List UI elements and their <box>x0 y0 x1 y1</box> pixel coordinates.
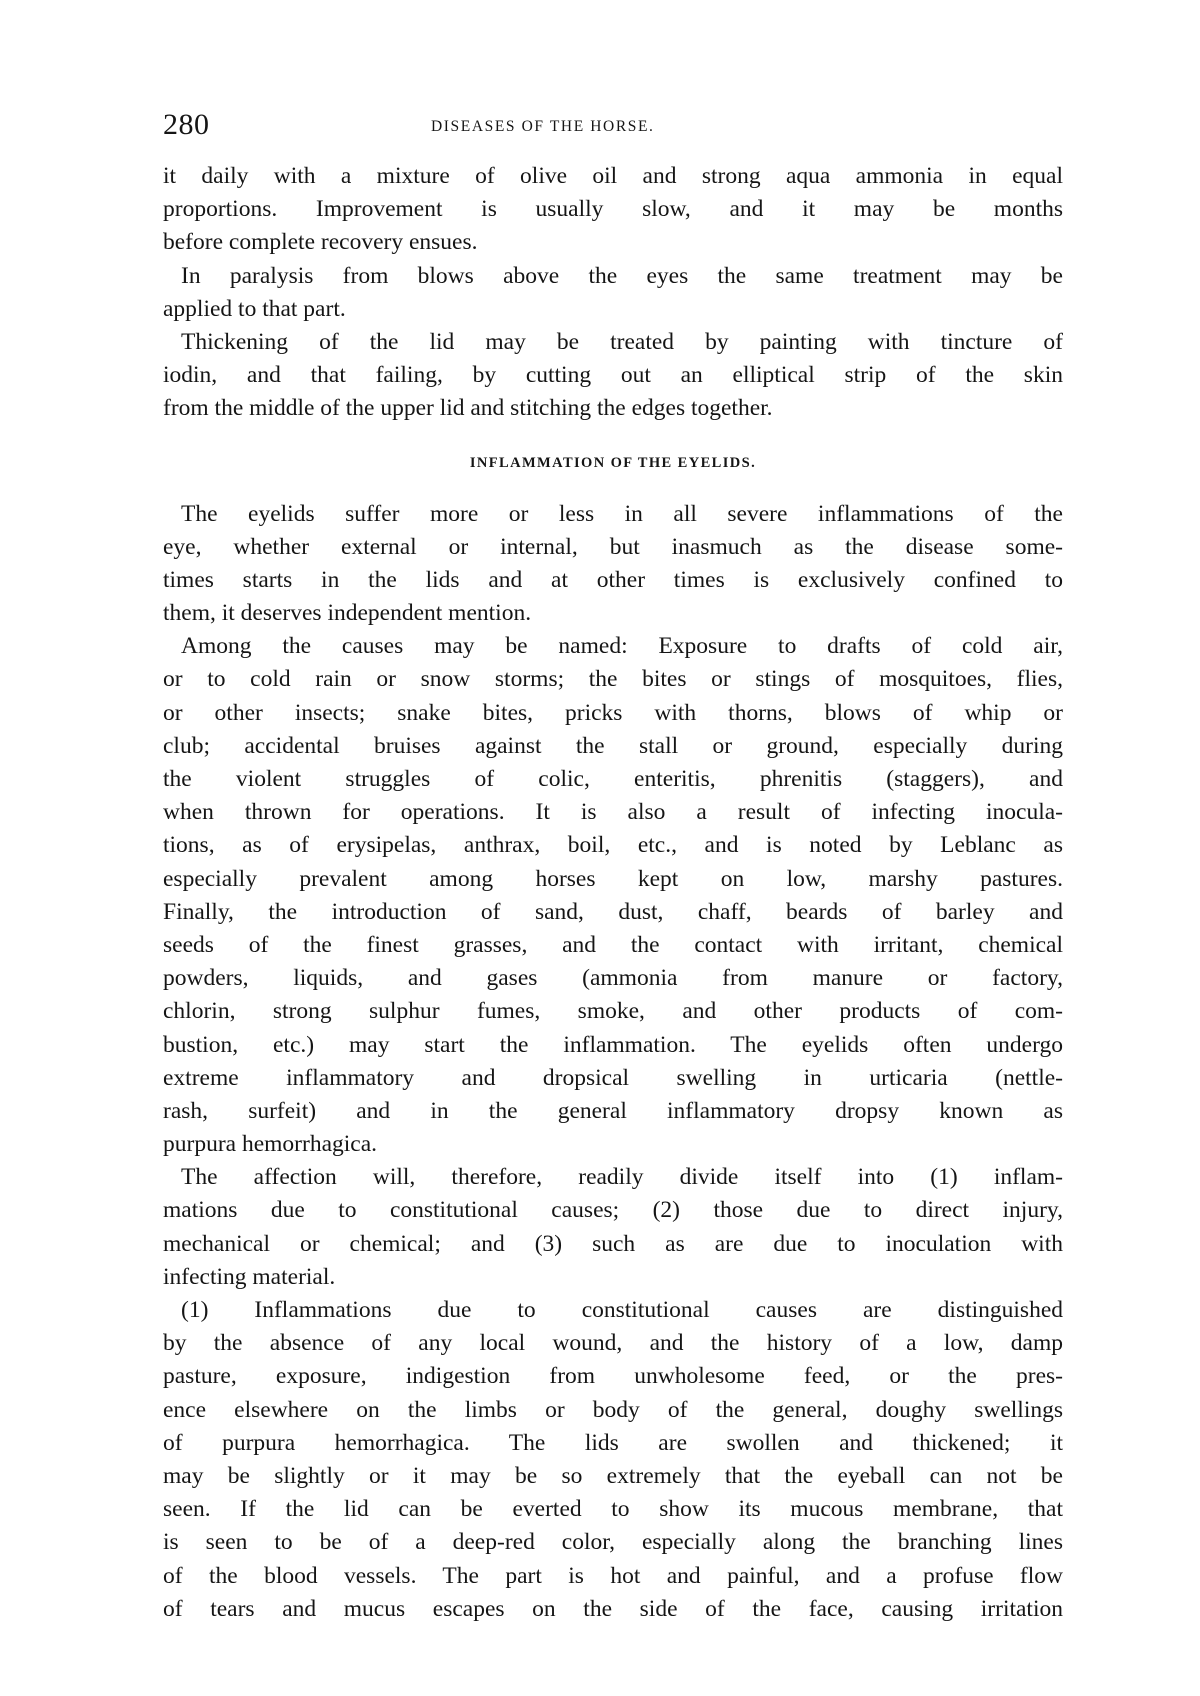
text-line: it daily with a mixture of olive oil and strong aqua ammonia in equal <box>163 163 1063 189</box>
text-line: seeds of the finest grasses, and the contact with irritant, chemical <box>163 931 1063 958</box>
intro-paragraph <box>163 160 1063 260</box>
text-line: The affection will, therefore, readily divide itself into (1) inflam- <box>181 1164 1063 1191</box>
text-line: or to cold rain or snow storms; the bites or stings of mosquitoes, flies, <box>163 666 1063 693</box>
intro-paragraph <box>163 326 1063 426</box>
text-line: eye, whether external or internal, but inasmuch as the disease some- <box>163 533 1063 560</box>
text-line: (1) Inflammations due to constitutional causes are distinguished <box>181 1297 1063 1323</box>
running-title: DISEASES OF THE HORSE. <box>431 118 655 135</box>
text-line: of the blood vessels. The part is hot and painful, and a profuse flow <box>163 1562 1063 1589</box>
text-line: mechanical or chemical; and (3) such as are due to inoculation with <box>163 1230 1063 1257</box>
body-paragraph <box>163 1294 1063 1626</box>
text-line: bustion, etc.) may start the inflammation. The eyelids often undergo <box>163 1031 1063 1058</box>
body-paragraph <box>163 498 1063 631</box>
text-line: before complete recovery ensues. <box>163 229 478 256</box>
text-line: of tears and mucus escapes on the side of the face, causing irritation <box>163 1595 1063 1622</box>
text-line: is seen to be of a deep-red color, especially along the branching lines <box>163 1529 1063 1556</box>
text-line: mations due to constitutional causes; (2) those due to direct injury, <box>163 1197 1063 1224</box>
text-line: of purpura hemorrhagica. The lids are swollen and thickened; it <box>163 1429 1063 1456</box>
text-line: powders, liquids, and gases (ammonia from manure or factory, <box>163 965 1063 992</box>
body-paragraph <box>163 1161 1063 1294</box>
text-line: seen. If the lid can be everted to show its mucous membrane, that <box>163 1496 1063 1523</box>
page-number: 280 <box>163 108 210 141</box>
text-line: Finally, the introduction of sand, dust, chaff, beards of barley and <box>163 898 1063 925</box>
text-line: Among the causes may be named: Exposure to drafts of cold air, <box>181 633 1063 660</box>
text-line: or other insects; snake bites, pricks with thorns, blows of whip or <box>163 699 1063 726</box>
running-head <box>163 100 1063 144</box>
text-line: times starts in the lids and at other times is exclusively confined to <box>163 566 1063 593</box>
text-line: by the absence of any local wound, and the history of a low, damp <box>163 1330 1063 1357</box>
intro-paragraph <box>163 260 1063 326</box>
text-line: Thickening of the lid may be treated by painting with tincture of <box>181 328 1063 355</box>
text-line: them, it deserves independent mention. <box>163 600 532 627</box>
text-line: may be slightly or it may be so extremely that the eyeball can not be <box>163 1462 1063 1489</box>
text-line: when thrown for operations. It is also a result of infecting inocula- <box>163 799 1063 826</box>
text-line: ence elsewhere on the limbs or body of the general, doughy swellings <box>163 1396 1063 1423</box>
text-line: from the middle of the upper lid and stitching the edges together. <box>163 395 773 422</box>
text-line: club; accidental bruises against the stall or ground, especially during <box>163 732 1063 759</box>
text-line: infecting material. <box>163 1263 336 1290</box>
section-heading: INFLAMMATION OF THE EYELIDS. <box>469 454 757 471</box>
text-line: extreme inflammatory and dropsical swelling in urticaria (nettle- <box>163 1064 1063 1091</box>
book-page <box>163 100 1063 1626</box>
text-line: the violent struggles of colic, enteritis, phrenitis (staggers), and <box>163 766 1063 792</box>
text-line: tions, as of erysipelas, anthrax, boil, etc., and is noted by Leblanc as <box>163 832 1063 859</box>
text-line: applied to that part. <box>163 295 346 322</box>
text-line: purpura hemorrhagica. <box>163 1131 378 1158</box>
text-line: In paralysis from blows above the eyes the same treatment may be <box>181 262 1063 289</box>
text-line: rash, surfeit) and in the general inflammatory dropsy known as <box>163 1097 1063 1124</box>
text-line: especially prevalent among horses kept on low, marshy pastures. <box>163 865 1063 892</box>
text-line: pasture, exposure, indigestion from unwholesome feed, or the pres- <box>163 1363 1063 1390</box>
text-line: chlorin, strong sulphur fumes, smoke, and other products of com- <box>163 998 1063 1025</box>
text-line: The eyelids suffer more or less in all severe inflammations of the <box>181 500 1063 527</box>
text-line: proportions. Improvement is usually slow, and it may be months <box>163 196 1063 223</box>
text-line: iodin, and that failing, by cutting out an elliptical strip of the skin <box>163 362 1063 389</box>
body-paragraph <box>163 630 1063 1161</box>
